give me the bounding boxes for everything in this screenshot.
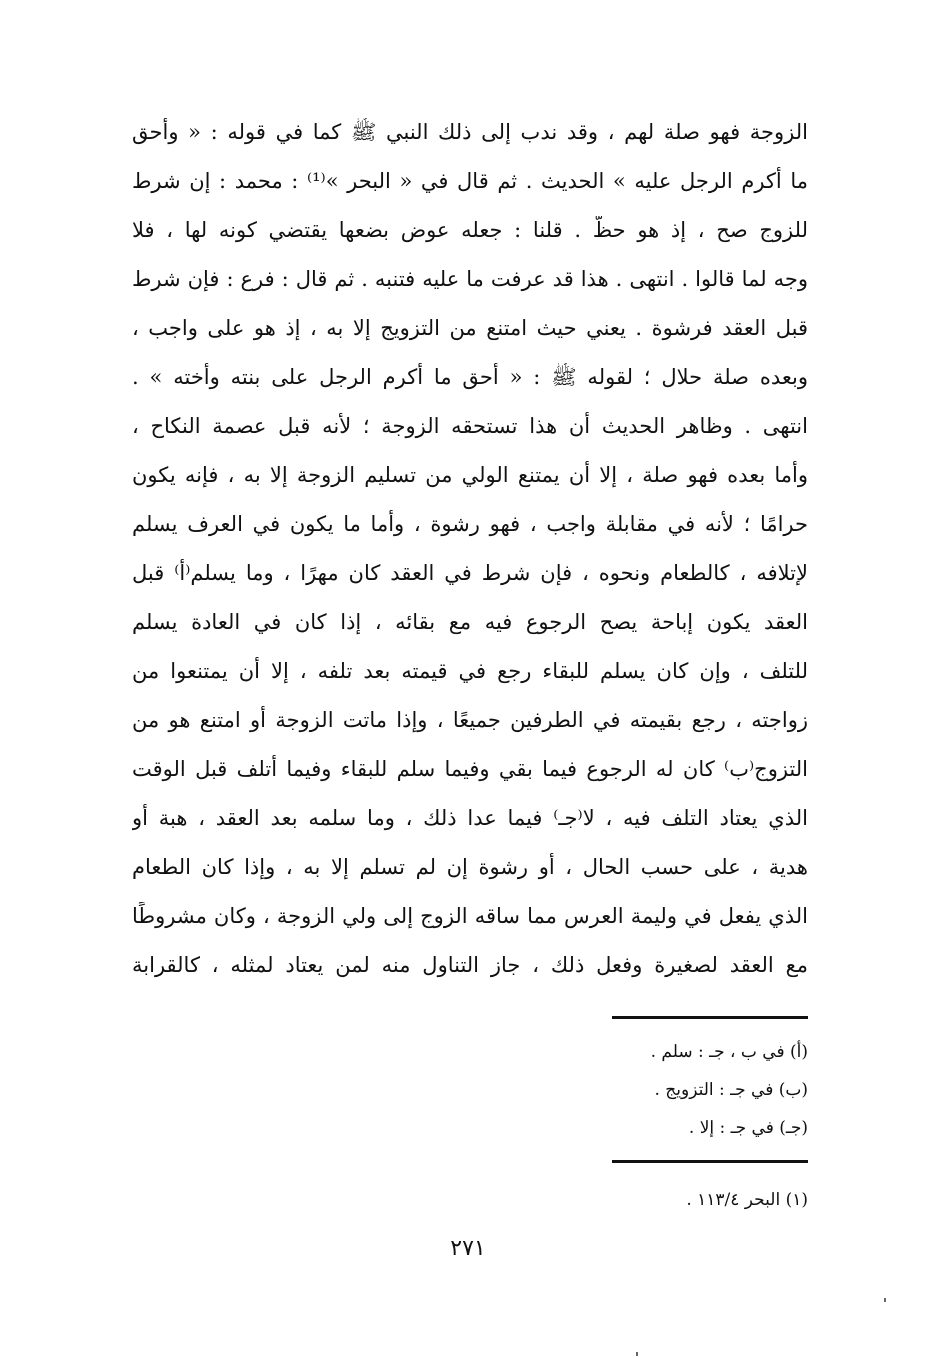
footnote-divider-top — [612, 1016, 808, 1019]
body-line-10: لإتلافه ، كالطعام ونحوه ، فإن شرط في العقد كان مهرًا ، وما يسلم⁽أ⁾ قبل — [132, 561, 808, 585]
reference-note: (١) البحر ١١٣/٤ . — [686, 1190, 808, 1210]
scan-speck — [636, 1352, 638, 1356]
body-line-4: وجه لما قالوا . انتهى . هذا قد عرفت ما عليه فتنبه . ثم قال : فرع : فإن شرط — [132, 267, 808, 291]
body-line-17: الذي يفعل في وليمة العرس مما ساقه الزوج إلى ولي الزوجة ، وكان مشروطًا — [132, 904, 808, 928]
variant-note-c: (جـ) في جـ : إلا . — [688, 1118, 808, 1138]
body-line-2: ما أكرم الرجل عليه » الحديث . ثم قال في « البحر »⁽¹⁾ : محمد : إن شرط — [132, 169, 808, 193]
body-line-7: انتهى . وظاهر الحديث أن هذا تستحقه الزوجة ؛ لأنه قبل عصمة النكاح ، — [132, 414, 808, 438]
body-line-14: التزوج⁽ب⁾ كان له الرجوع فيما بقي وفيما سلم للبقاء وفيما أُتلف قبل الوقت — [132, 757, 808, 781]
body-line-12: للتلف ، وإن كان يسلم للبقاء رجع في قيمته بعد تلفه ، إلا أن يمتنعوا من — [132, 659, 808, 683]
variant-note-b: (ب) في جـ : التزويج . — [654, 1080, 808, 1100]
body-line-9: حرامًا ؛ لأنه في مقابلة واجب ، فهو رشوة ، وأما ما يكون في العرف يسلم — [132, 512, 808, 536]
body-line-1: الزوجة فهو صلة لهم ، وقد ندب إلى ذلك النبي ﷺ كما في قوله : « وأحق — [132, 120, 808, 144]
footnote-divider-bottom — [612, 1160, 808, 1163]
scan-speck — [884, 1298, 886, 1302]
body-line-13: زواجته ، رجع بقيمته في الطرفين جميعًا ، وإذا ماتت الزوجة أو امتنع هو من — [132, 708, 808, 732]
body-line-15: الذي يعتاد التلف فيه ، لا⁽جـ⁾ فيما عدا ذلك ، وما سلمه بعد العقد ، هبة أو — [132, 806, 808, 830]
page-number: ٢٧١ — [450, 1236, 486, 1261]
body-line-3: للزوج صح ، إذ هو حظٌّ . قلنا : جعله عوض بضعها يقتضي كونه لها ، فلا — [132, 218, 808, 242]
variant-notes — [560, 1040, 808, 1154]
body-line-16: هدية ، على حسب الحال ، أو رشوة إن لم تسلم إلا به ، وإذا كان الطعام — [132, 855, 808, 879]
body-line-11: العقد يكون إباحة يصح الرجوع فيه مع بقائه ، إذا كان في العادة يسلم — [132, 610, 808, 634]
body-text — [132, 118, 808, 1000]
body-line-6: وبعده صلة حلال ؛ لقوله ﷺ : « أحق ما أكرم الرجل على بنته وأخته » . — [132, 365, 808, 389]
body-line-18: مع العقد لصغيرة وفعل ذلك ، جاز التناول منه لمن يعتاد لمثله ، كالقرابة — [132, 953, 808, 977]
body-line-8: وأما بعده فهو صلة ، إلا أن يمتنع الولي من تسليم الزوجة إلا به ، فإنه يكون — [132, 463, 808, 487]
body-line-5: قبل العقد فرشوة . يعني حيث امتنع من التزويج إلا به ، إذ هو على واجب ، — [132, 316, 808, 340]
variant-note-a: (أ) في ب ، جـ : سلم . — [650, 1042, 808, 1062]
